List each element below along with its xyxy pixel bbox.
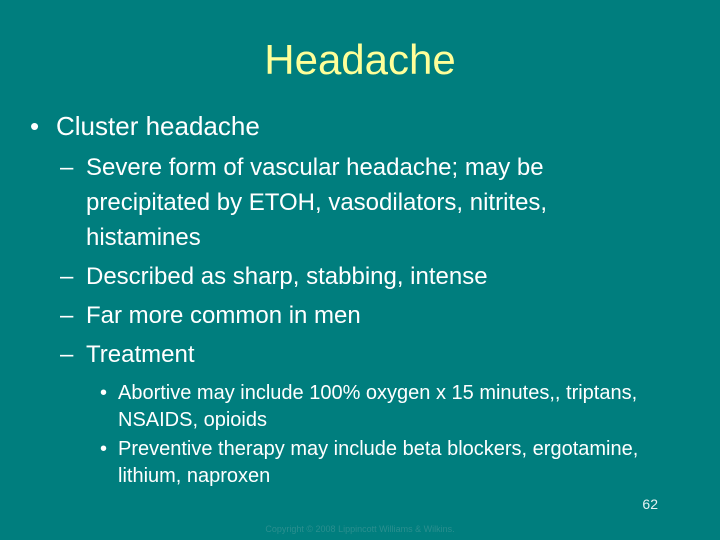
bullet-marker: • xyxy=(30,111,40,141)
dash-marker: – xyxy=(60,341,74,368)
dash-marker: – xyxy=(60,263,74,290)
treatment-bullet-text: Abortive may include 100% oxygen x 15 minutes,, triptans, NSAIDS, opioids xyxy=(118,382,638,431)
sub-bullet-item xyxy=(60,259,660,294)
sub-bullet-item xyxy=(60,150,660,255)
sub-bullet-item xyxy=(60,337,660,372)
sub-bullet-list xyxy=(60,150,660,376)
page-number: 62 xyxy=(642,496,658,512)
bullet-text: Cluster headache xyxy=(56,111,260,141)
sub-bullet-item xyxy=(60,298,660,333)
sub-bullet-text: Treatment xyxy=(86,341,195,368)
treatment-bullet-item xyxy=(100,436,680,490)
treatment-bullet-text: Preventive therapy may include beta blockers, ergotamine, lithium, naproxen xyxy=(118,438,639,487)
sub-bullet-text: Described as sharp, stabbing, intense xyxy=(86,263,488,290)
dash-marker: – xyxy=(60,154,74,181)
copyright-footer: Copyright © 2008 Lippincott Williams & Wilkins. xyxy=(265,524,455,534)
sub-bullet-text: Far more common in men xyxy=(86,302,361,329)
dot-marker: • xyxy=(100,438,108,460)
treatment-bullet-item xyxy=(100,380,680,434)
sub-bullet-text: Severe form of vascular headache; may be precipitated by ETOH, vasodilators, nitrites, histamines xyxy=(86,154,548,251)
slide-title: Headache xyxy=(264,36,456,83)
treatment-bullet-list xyxy=(100,380,680,492)
dot-marker: • xyxy=(100,382,108,404)
dash-marker: – xyxy=(60,302,74,329)
bullet-cluster-headache xyxy=(30,110,690,142)
